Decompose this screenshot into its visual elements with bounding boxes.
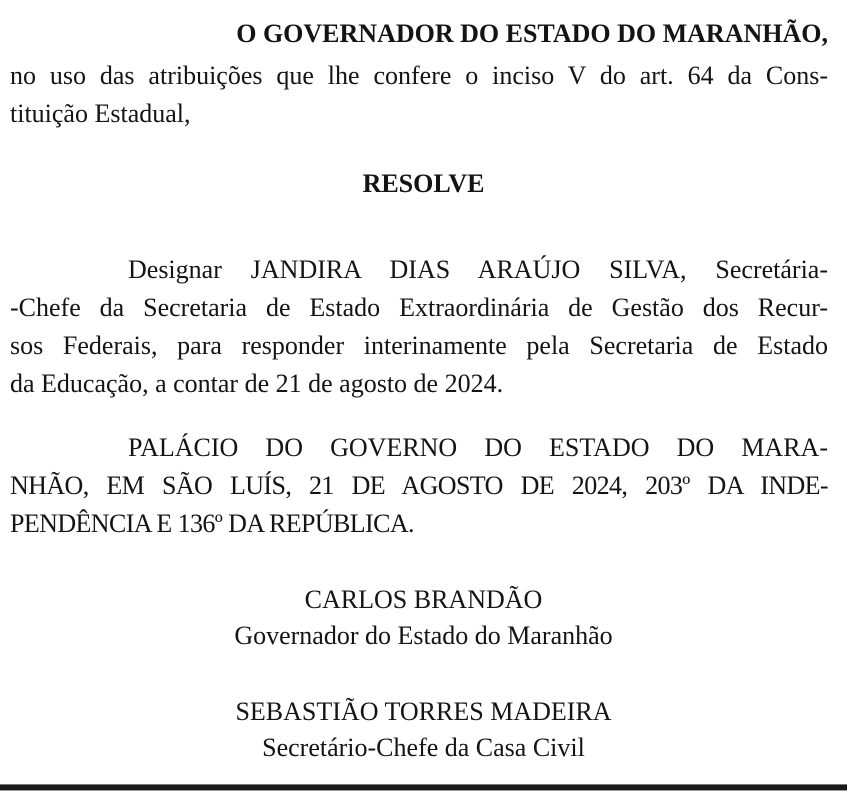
bottom-divider-rule (0, 784, 847, 791)
designation-line-2: -Chefe da Secretaria de Estado Extraordinária de Gestão dos Recur- (10, 293, 828, 322)
authority-heading: O GOVERNADOR DO ESTADO DO MARANHÃO, (236, 19, 828, 48)
place-date-line-3: PENDÊNCIA E 136º DA REPÚBLICA. (10, 509, 414, 538)
designation-line-1: Designar JANDIRA DIAS ARAÚJO SILVA, Secretária- (128, 255, 828, 284)
preamble-line-2: tituição Estadual, (10, 99, 191, 128)
signer-name: CARLOS BRANDÃO (304, 585, 543, 614)
designation-line-4: da Educação, a contar de 21 de agosto de 2024. (10, 369, 504, 398)
designation-line-3: sos Federais, para responder interinamente pela Secretaria de Estado (10, 331, 828, 360)
signer-title: Governador do Estado do Maranhão (234, 621, 613, 650)
signer-title: Secretário-Chefe da Casa Civil (262, 733, 585, 762)
resolve-heading: RESOLVE (362, 169, 485, 198)
place-date-line-2: NHÃO, EM SÃO LUÍS, 21 DE AGOSTO DE 2024, 203º DA INDE- (10, 471, 828, 500)
preamble-line-1: no uso das atribuições que lhe confere o inciso V do art. 64 da Cons- (10, 61, 828, 90)
signer-name: SEBASTIÃO TORRES MADEIRA (235, 697, 612, 726)
place-date-line-1: PALÁCIO DO GOVERNO DO ESTADO DO MARA- (128, 433, 828, 462)
